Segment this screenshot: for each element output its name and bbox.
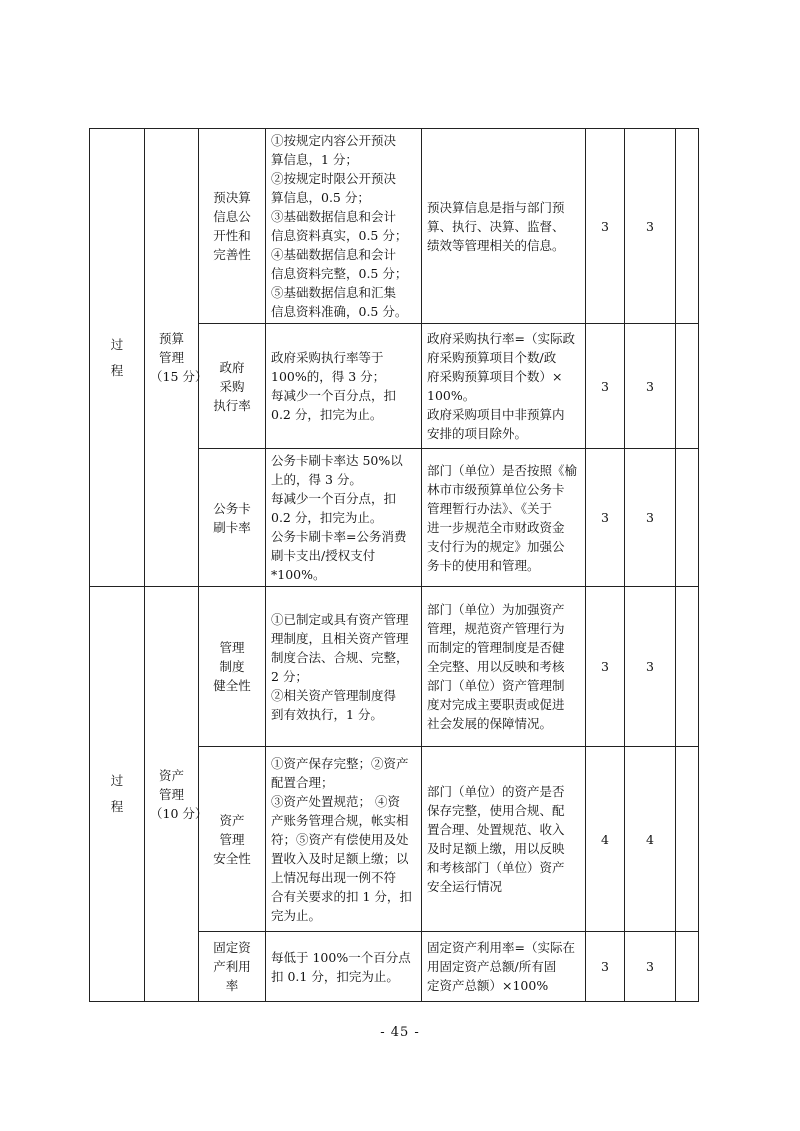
standard-line: 完为止。: [271, 907, 322, 923]
standard-line: ③资产处置规范； ④资: [271, 793, 400, 809]
indicator-line: 管理: [219, 640, 245, 655]
standard-line: 每减少一个百分点，扣: [271, 388, 397, 403]
note-line: 支付行为的规定》加强公: [427, 538, 565, 554]
note-line: 绩效等管理相关的信息。: [427, 237, 565, 253]
indicator-line: 资产: [219, 812, 245, 828]
indicator-note-cell: [422, 932, 586, 1002]
standard-line: ③基础数据信息和会计: [271, 209, 397, 224]
full-score-cell: 3: [586, 932, 625, 1002]
category-char-line: 程: [110, 362, 124, 378]
standard-line: 符；⑤资产有偿使用及处: [271, 831, 409, 847]
indicator-line: 信息公: [213, 209, 251, 224]
full-score-cell: 4: [586, 747, 625, 932]
note-line: 府采购预算项目个数/政: [427, 350, 557, 365]
indicator-line: 率: [225, 978, 239, 993]
standard-line: 2 分；: [271, 668, 308, 684]
full-score-cell: 3: [586, 449, 625, 587]
remark-cell: [676, 324, 699, 449]
standard-line: 算信息，1 分；: [271, 152, 358, 167]
score-cell: 3: [625, 587, 676, 747]
indicator-line: 完善性: [213, 247, 251, 262]
indicator-line: 管理: [219, 831, 245, 847]
standard-line: 信息资料完整，0.5 分；: [271, 266, 408, 281]
standard-line: 上情况每出现一例不符: [271, 869, 397, 885]
full-score-cell: 3: [586, 129, 625, 324]
note-line: 部门（单位）是否按照《榆: [427, 462, 578, 478]
page-number: - 45 -: [380, 1025, 420, 1040]
standard-line: 信息资料准确，0.5 分。: [271, 304, 408, 319]
indicator-cell: [199, 324, 266, 449]
scoring-standard-cell: [266, 449, 422, 587]
standard-line: 公务卡刷卡率达 50%以: [271, 453, 403, 468]
note-line: 安排的项目除外。: [427, 426, 528, 441]
indicator-note-cell: [422, 324, 586, 449]
indicator-line: 公务卡: [213, 500, 251, 516]
note-line: 部门（单位）的资产是否: [427, 784, 565, 799]
indicator-note-cell: [422, 449, 586, 587]
remark-cell: [676, 129, 699, 324]
indicator-line: 产利用: [213, 959, 251, 974]
subcategory-cell: [145, 587, 208, 1002]
standard-line: 配置合理；: [271, 774, 334, 790]
standard-line: ⑤基础数据信息和汇集: [271, 285, 397, 300]
subcategory-cell: [145, 129, 208, 587]
standard-line: ②相关资产管理制度得: [271, 687, 397, 703]
note-line: 及时足额上缴，用以反映: [427, 841, 565, 856]
score-cell: 3: [625, 932, 676, 1002]
subcategory-line: 管理: [158, 786, 184, 802]
indicator-cell: [199, 932, 266, 1002]
scoring-standard-cell: [266, 587, 422, 747]
subcategory-line: 资产: [158, 767, 184, 783]
indicator-line: 制度: [219, 659, 245, 674]
standard-line: 政府采购执行率等于: [271, 350, 384, 365]
standard-line: 到有效执行，1 分。: [271, 706, 383, 722]
standard-line: 扣 0.1 分，扣完为止。: [271, 968, 399, 984]
note-line: 安全运行情况: [427, 879, 503, 894]
indicator-line: 预决算: [213, 190, 251, 205]
indicator-line: 执行率: [213, 397, 251, 413]
subcategory-line: （10 分）: [150, 805, 208, 821]
standard-line: 刷卡支出/授权支付: [271, 548, 376, 563]
indicator-line: 健全性: [213, 678, 251, 693]
standard-line: ①资产保存完整；②资产: [271, 755, 409, 771]
standard-line: 理制度，且相关资产管理: [271, 630, 409, 646]
category-cell: [90, 129, 145, 587]
note-line: 林市市级预算单位公务卡: [427, 481, 565, 497]
remark-cell: [676, 449, 699, 587]
score-cell: 3: [625, 324, 676, 449]
standard-line: 产账务管理合规，帐实相: [271, 812, 409, 828]
note-line: 度对完成主要职责或促进: [427, 697, 565, 712]
standard-line: 置收入及时足额上缴；以: [271, 850, 409, 866]
score-cell: 4: [625, 747, 676, 932]
standard-line: ①按规定内容公开预决: [271, 133, 397, 148]
note-line: 务卡的使用和管理。: [427, 557, 540, 573]
standard-line: 0.2 分，扣完为止。: [271, 510, 383, 525]
indicator-cell: [199, 587, 266, 747]
note-line: 进一步规范全市财政资金: [427, 519, 565, 535]
indicator-line: 安全性: [213, 850, 251, 866]
note-line: 用固定资产总额/所有固: [427, 959, 557, 974]
note-line: 管理暂行办法》、《关于: [427, 500, 553, 516]
standard-line: 上的，得 3 分。: [271, 472, 362, 487]
standard-line: *100%。: [271, 567, 326, 582]
category-char-line: 过: [110, 773, 124, 788]
note-line: 和考核部门（单位）资产: [427, 860, 565, 875]
indicator-line: 刷卡率: [213, 519, 251, 535]
category-cell: [90, 587, 145, 1002]
scoring-standard-cell: [266, 747, 422, 932]
subcategory-line: 管理: [158, 350, 184, 365]
evaluation-table: [89, 128, 699, 1002]
note-line: 全完整、用以反映和考核: [427, 659, 565, 674]
indicator-note-cell: [422, 747, 586, 932]
standard-line: 制度合法、合规、完整，: [271, 649, 409, 665]
note-line: 政府采购执行率=（实际政: [427, 331, 575, 346]
scoring-standard-cell: [266, 932, 422, 1002]
standard-line: 公务卡刷卡率=公务消费: [271, 529, 407, 544]
scoring-standard-cell: [266, 324, 422, 449]
note-line: 100%。: [427, 388, 476, 403]
full-score-cell: 3: [586, 587, 625, 747]
note-line: 社会发展的保障情况。: [427, 716, 553, 731]
indicator-note-cell: [422, 587, 586, 747]
table-row: [90, 587, 699, 747]
standard-line: ②按规定时限公开预决: [271, 171, 397, 186]
note-line: 定资产总额）×100%: [427, 978, 549, 993]
note-line: 政府采购项目中非预算内: [427, 407, 565, 422]
indicator-line: 采购: [219, 378, 245, 394]
remark-cell: [676, 587, 699, 747]
standard-line: 算信息，0.5 分；: [271, 190, 370, 205]
note-line: 算、执行、决算、监督、: [427, 218, 565, 234]
indicator-cell: [199, 129, 266, 324]
standard-line: 每低于 100%一个百分点: [271, 949, 411, 965]
note-line: 保存完整，使用合规、配: [427, 803, 565, 818]
indicator-cell: [199, 747, 266, 932]
indicator-cell: [199, 449, 266, 587]
table-row: [90, 129, 699, 324]
note-line: 管理，规范资产管理行为: [427, 621, 565, 636]
note-line: 固定资产利用率=（实际在: [427, 940, 575, 955]
standard-line: ④基础数据信息和会计: [271, 247, 397, 262]
standard-line: 每减少一个百分点，扣: [271, 491, 397, 506]
category-char-line: 过: [110, 336, 124, 352]
note-line: 而制定的管理制度是否健: [427, 640, 565, 655]
note-line: 部门（单位）资产管理制: [427, 678, 565, 693]
note-line: 预决算信息是指与部门预: [427, 199, 565, 215]
subcategory-line: （15 分）: [150, 369, 208, 384]
indicator-line: 政府: [219, 359, 245, 375]
standard-line: 合有关要求的扣 1 分，扣: [271, 888, 412, 904]
subcategory-line: 预算: [158, 331, 184, 346]
note-line: 置合理、处置规范、收入: [427, 822, 565, 837]
standard-line: 信息资料真实，0.5 分；: [271, 228, 408, 243]
note-line: 部门（单位）为加强资产: [427, 602, 565, 617]
category-char-line: 程: [110, 799, 124, 814]
score-cell: 3: [625, 449, 676, 587]
score-cell: 3: [625, 129, 676, 324]
indicator-line: 开性和: [213, 228, 251, 243]
indicator-line: 固定资: [213, 940, 251, 955]
remark-cell: [676, 932, 699, 1002]
standard-line: 0.2 分，扣完为止。: [271, 407, 383, 422]
full-score-cell: 3: [586, 324, 625, 449]
standard-line: 100%的，得 3 分；: [271, 369, 386, 384]
scoring-standard-cell: [266, 129, 422, 324]
standard-line: ①已制定或具有资产管理: [271, 611, 409, 627]
indicator-note-cell: [422, 129, 586, 324]
note-line: 府采购预算项目个数）×: [427, 369, 563, 384]
remark-cell: [676, 747, 699, 932]
